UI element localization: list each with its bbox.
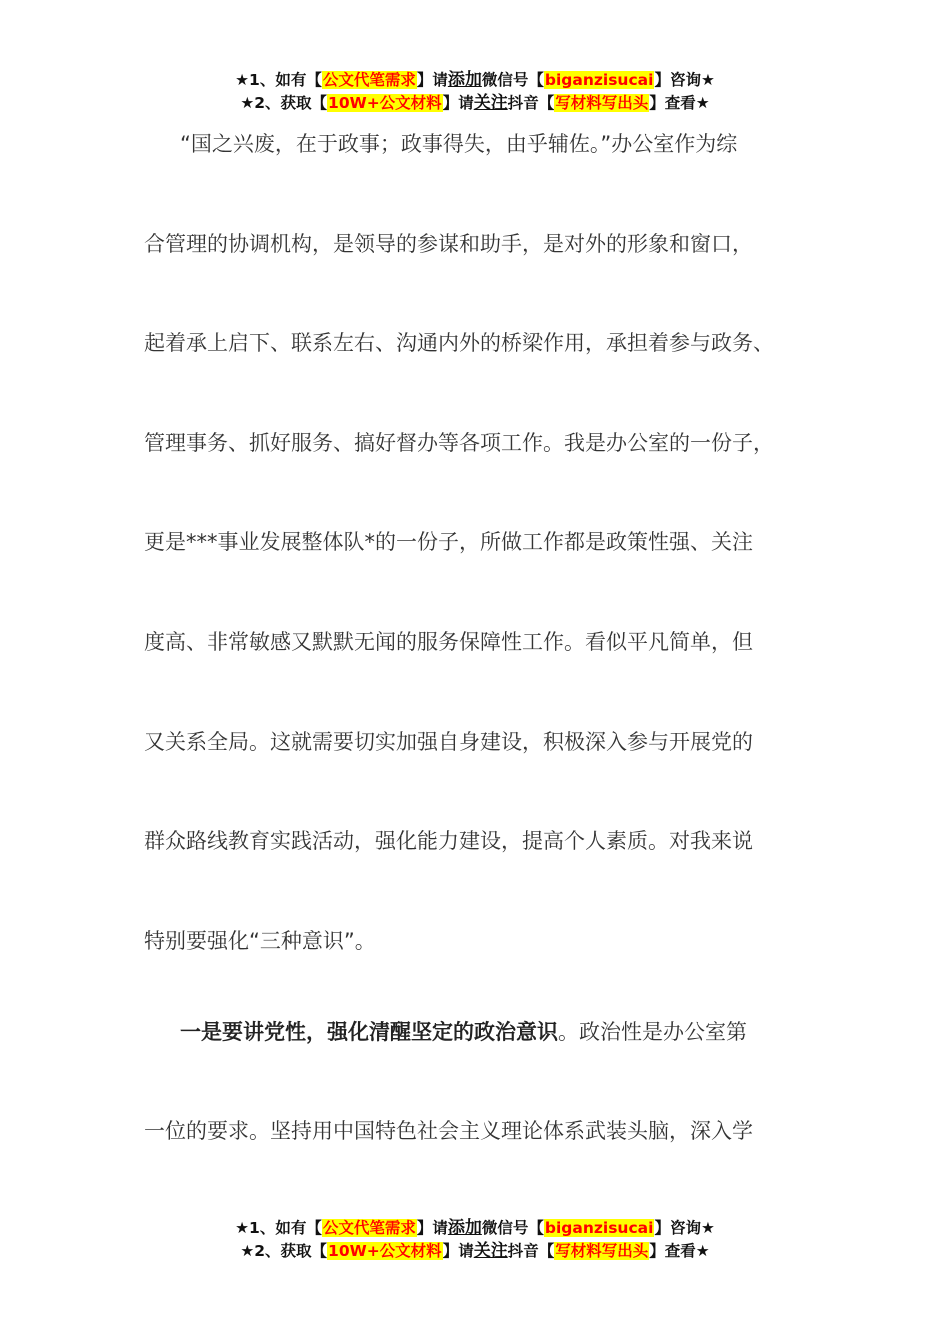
header-banner-line-1 (0, 69, 950, 92)
douyin-id-highlight: 写材料写出头 (555, 94, 649, 112)
banner-highlight: 公文代笔需求 (322, 71, 416, 89)
banner-text: 】请 (416, 1219, 448, 1237)
banner-text: 微信号【 (481, 1219, 544, 1237)
banner-text: 】咨询★ (654, 1219, 715, 1237)
body-line-text: “国之兴废，在于政事；政事得失，由乎辅佐。”办公室作为综 (180, 132, 738, 156)
header-banner-line-2 (0, 92, 950, 115)
banner-text: 微信号【 (481, 71, 544, 89)
banner-underline: 添加 (447, 70, 482, 90)
body-line-text: 管理事务、抓好服务、搞好督办等各项工作。我是办公室的一份子， (144, 431, 774, 455)
footer-banner-line-1 (0, 1217, 950, 1240)
banner-highlight: 10W+公文材料 (328, 1242, 442, 1260)
section-heading-bold: 一是要讲党性，强化清醒坚定的政治意识 (180, 1020, 558, 1044)
wechat-id-highlight: biganzisucai (544, 1219, 654, 1237)
banner-highlight: 公文代笔需求 (322, 1219, 416, 1237)
douyin-id-highlight: 写材料写出头 (555, 1242, 649, 1260)
body-line-text: 度高、非常敏感又默默无闻的服务保障性工作。看似平凡简单，但 (144, 630, 753, 654)
banner-text: ★2、获取【 (240, 94, 328, 112)
body-line-text: 合管理的协调机构，是领导的参谋和助手，是对外的形象和窗口， (144, 232, 753, 256)
wechat-id-highlight: biganzisucai (544, 71, 654, 89)
banner-text: 抖音【 (507, 94, 555, 112)
body-line-text: 群众路线教育实践活动，强化能力建设，提高个人素质。对我来说 (144, 829, 753, 853)
body-line-text: 又关系全局。这就需要切实加强自身建设，积极深入参与开展党的 (144, 730, 753, 754)
banner-underline: 关注 (473, 1241, 508, 1261)
banner-text: ★1、如有【 (235, 1219, 322, 1237)
section-heading (180, 1017, 747, 1047)
body-line-text: 特别要强化“三种意识”。 (144, 929, 376, 953)
banner-text: 】请 (416, 71, 448, 89)
banner-underline: 关注 (473, 93, 508, 113)
header-banner (0, 69, 950, 115)
section-heading-rest: 。政治性是办公室第 (558, 1020, 747, 1044)
body-line-text: 更是***事业发展整体队*的一份子，所做工作都是政策性强、关注 (144, 530, 753, 554)
footer-banner-line-2 (0, 1240, 950, 1263)
banner-text: 】查看★ (649, 94, 710, 112)
banner-text: 】查看★ (649, 1242, 710, 1260)
banner-text: ★1、如有【 (235, 71, 322, 89)
banner-highlight: 10W+公文材料 (328, 94, 442, 112)
footer-banner (0, 1217, 950, 1263)
body-line-text: 起着承上启下、联系左右、沟通内外的桥梁作用，承担着参与政务、 (144, 331, 774, 355)
body-line-text: 一位的要求。坚持用中国特色社会主义理论体系武装头脑，深入学 (144, 1119, 753, 1143)
banner-text: 抖音【 (507, 1242, 555, 1260)
banner-text: 】咨询★ (654, 71, 715, 89)
banner-text: 】请 (442, 1242, 474, 1260)
banner-text: ★2、获取【 (240, 1242, 328, 1260)
banner-underline: 添加 (447, 1218, 482, 1238)
banner-text: 】请 (442, 94, 474, 112)
